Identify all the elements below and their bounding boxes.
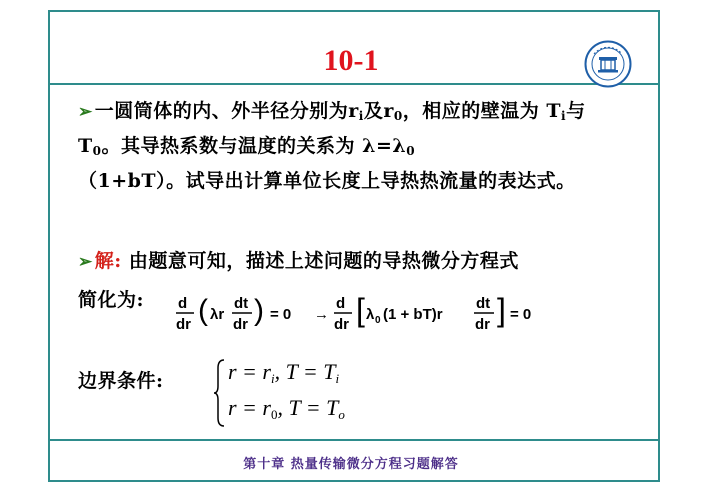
bullet-arrow-icon: ➢ xyxy=(78,252,93,272)
sub-i: i xyxy=(358,109,364,123)
cond-mid: , T = T xyxy=(274,359,336,384)
title-divider xyxy=(50,83,658,85)
footer-divider xyxy=(50,439,658,441)
differential-equation xyxy=(178,291,578,337)
boundary-condition-outer xyxy=(228,395,345,423)
eq-sub-0: 0 xyxy=(375,315,381,326)
sub-i: i xyxy=(561,109,567,123)
svg-text:[: [ xyxy=(356,292,365,328)
problem-text-3: 。其导热系数与温度的关系为 xyxy=(101,135,356,157)
boundary-label: 边界条件: xyxy=(78,370,164,392)
eq-equals-zero: = 0 xyxy=(270,306,292,323)
solution-label: 解: xyxy=(94,250,122,272)
eq-dt: dt xyxy=(234,295,249,312)
eq-arrow: → xyxy=(314,306,329,323)
solution-text: 由题意可知，描述上述问题的导热微分方程式 xyxy=(128,250,519,272)
slide-title: 10-1 xyxy=(323,44,379,77)
sub-0: 0 xyxy=(92,144,102,158)
problem-and: 及 xyxy=(363,100,384,122)
simplified-label: 简化为: xyxy=(78,289,145,311)
cond-sub: i xyxy=(270,371,275,386)
eq-lambda: λ xyxy=(366,306,375,323)
left-brace-icon xyxy=(213,358,225,428)
cond-mid: , T = T xyxy=(277,395,339,420)
var-r: r xyxy=(348,100,359,122)
problem-text-4: （1+bT）。试导出计算单位长度上导热热流量的表达式。 xyxy=(78,170,576,192)
eq-dt: dt xyxy=(476,295,491,312)
svg-text:]: ] xyxy=(497,292,506,328)
lambda-relation: λ=λ xyxy=(362,135,407,157)
chapter-footer: 第十章 热量传输微分方程习题解答 xyxy=(243,457,459,472)
sub-0: 0 xyxy=(406,144,416,158)
sub-0: 0 xyxy=(393,109,403,123)
problem-with: 与 xyxy=(566,100,586,122)
cond-sub: 0 xyxy=(270,407,278,422)
cond-sub: i xyxy=(335,371,340,386)
solution-line xyxy=(78,246,618,277)
bullet-arrow-icon: ➢ xyxy=(78,102,93,122)
university-seal-logo xyxy=(584,40,632,88)
cond-lhs: r = r xyxy=(228,395,271,420)
problem-statement xyxy=(78,96,618,196)
var-r: r xyxy=(383,100,394,122)
problem-text-1: 一圆筒体的内、外半径分别为 xyxy=(94,100,349,122)
eq-dr: dr xyxy=(475,316,490,333)
eq-d: d xyxy=(178,295,188,312)
eq-dr: dr xyxy=(176,316,191,333)
cond-lhs: r = r xyxy=(228,359,271,384)
cond-sub: o xyxy=(338,407,345,422)
var-T: T xyxy=(78,135,93,157)
eq-paren: (1 + bT)r xyxy=(383,306,443,323)
eq-lambda-r: λr xyxy=(210,306,225,323)
svg-text:(: ( xyxy=(198,294,208,327)
problem-text-2: ，相应的壁温为 xyxy=(402,100,540,122)
svg-text:): ) xyxy=(254,294,264,327)
var-T: T xyxy=(546,100,562,122)
eq-dr: dr xyxy=(233,316,248,333)
boundary-condition-inner xyxy=(228,359,339,387)
eq-d: d xyxy=(336,295,346,312)
eq-dr: dr xyxy=(334,316,349,333)
eq-equals-zero: = 0 xyxy=(510,306,532,323)
